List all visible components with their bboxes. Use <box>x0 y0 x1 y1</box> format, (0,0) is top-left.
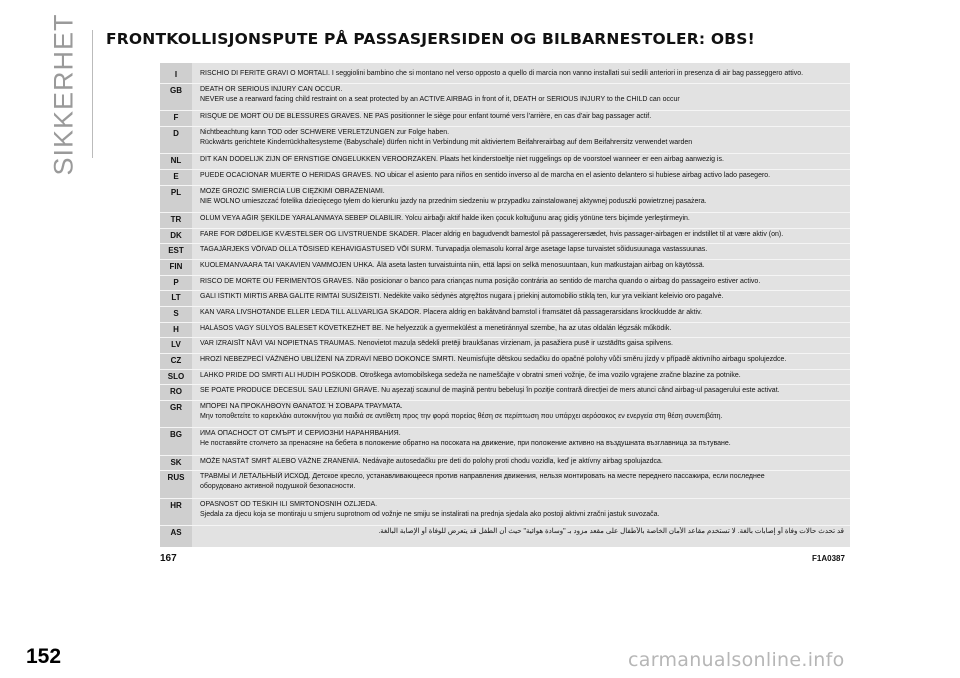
row-separator <box>160 290 850 291</box>
warning-text <box>192 260 850 276</box>
warning-text-line: FARE FOR DØDELIGE KVÆSTELSER OG LIVSTRUENDE SKADER. Placer aldrig en bagudvendt barnestol på passagerersædet, hvis passager-airbagen er indstillet til at være aktiv (on). <box>200 230 784 238</box>
warning-row <box>160 186 850 213</box>
row-separator <box>160 153 850 154</box>
figure-number: 167 <box>160 553 177 564</box>
language-code: D <box>173 128 179 138</box>
row-separator <box>160 110 850 111</box>
language-code: EST <box>168 246 184 256</box>
row-separator <box>160 83 850 84</box>
row-separator <box>160 322 850 323</box>
warning-text <box>192 307 850 323</box>
warning-text-line: قد تحدث حالات وفاة أو إصابات بالغة. لا تستخدم مقاعد الأمان الخاصة بالأطفال على مقعد مزود بـ "وسادة هوائية" حيث أن الطفل قد يتعرض للوفاة أو الإصابة البالغة. <box>378 528 844 536</box>
row-separator <box>160 525 850 526</box>
warning-text <box>192 170 850 186</box>
language-code: DK <box>170 230 182 240</box>
warning-text-line: PUEDE OCACIONAR MUERTE O HERIDAS GRAVES. NO ubicar el asiento para niños en sentido inverso al de marcha en el asiento delantero si hubiese airbag activo lado pasegero. <box>200 171 771 179</box>
warning-text <box>192 229 850 245</box>
language-code: RO <box>170 387 182 397</box>
warning-text-line: HALÁSOS VAGY SÚLYOS BALESET KÖVETKEZHET BE. Ne helyezzük a gyermekülést a menetiránnyal szembe, ha az utas oldalán légzsák működik. <box>200 324 672 332</box>
warning-text <box>192 456 850 472</box>
warning-row <box>160 526 850 542</box>
warning-text-line: LAHKO PRIDE DO SMRTI ALI HUDIH POŠKODB. Otroškega avtomobilskega sedeža ne nameščajte v obratni smeri vožnje, če ima vozilo vgrajene zračne blazine za potnike. <box>200 371 741 379</box>
warning-row <box>160 401 850 428</box>
row-separator <box>160 228 850 229</box>
warning-row <box>160 154 850 170</box>
row-separator <box>160 275 850 276</box>
section-tab-label: SIKKERHET <box>48 12 79 176</box>
warning-text-line: TAGAJÄRJEKS VÕIVAD OLLA TÕSISED KEHAVIGASTUSED VÕI SURM. Turvapadja olemasolu korral ärge asetage lapse turvaistet sõidusuunaga vastassuunas. <box>200 246 708 254</box>
language-code: F <box>173 113 179 123</box>
warning-text-line: RISCHIO DI FERITE GRAVI O MORTALI. I seggiolini bambino che si montano nel verso opposto a quello di marcia non vanno installati sui sedili anteriori in presenza di air bag passeggero attivo. <box>200 70 804 77</box>
language-code: CZ <box>170 355 182 365</box>
warning-row <box>160 471 850 498</box>
warning-text-line: MÔŽE NASTAŤ SMRŤ ALEBO VÁŽNE ZRANENIA. Nedávajte autosedačku pre deti do polohy proti chodu vozidla, keď je aktívny airbag spolujazdca. <box>200 457 663 465</box>
warning-text-line: RISCO DE MORTE OU FERIMENTOS GRAVES. Não posicionar o banco para crianças numa posição contrária ao sentido de marcha quando o airbag do passageiro estiver activo. <box>200 277 761 285</box>
warning-text-line: Μην τοποθετείτε το καρεκλάκι αυτοκινήτου για παιδιά σε αντίθετη προς την φορά πορείας θέση σε περίπτωση που υπάρχει αερόσακος εν ενεργεία στη θέση συνεπιβάτη. <box>200 412 723 420</box>
row-separator <box>160 427 850 428</box>
warning-row <box>160 428 850 455</box>
warning-row <box>160 260 850 276</box>
language-code: GB <box>170 85 182 95</box>
warning-text <box>192 154 850 170</box>
warning-text-line: DIT KAN DODELIJK ZIJN OF ERNSTIGE ONGELUKKEN VEROORZAKEN. Plaats het kinderstoeltje niet ruggelings op de voorstoel wanneer er een airbag aanwezig is. <box>200 156 724 164</box>
warning-text-line: DEATH OR SERIOUS INJURY CAN OCCUR. <box>200 85 343 93</box>
warning-text-line: ТРАВМЫ И ЛЕТАЛЬНЫЙ ИСХОД. Детское кресло, устанавливающееся против направления движения, нельзя монтировать на месте переднего пассажира, если последнее <box>200 473 765 481</box>
warning-row <box>160 338 850 354</box>
warning-text <box>192 127 850 154</box>
warning-text-line: ÖLÜM VEYA AĞIR ŞEKİLDE YARALANMAYA SEBEP OLABİLİR. Yolcu airbağı aktif halde iken çocuk koltuğunu araç gidiş yönüne ters biçimde yerleştirmeyin. <box>200 214 690 222</box>
row-separator <box>160 470 850 471</box>
warning-row <box>160 354 850 370</box>
warning-text <box>192 370 850 386</box>
warning-text <box>192 186 850 213</box>
figure-code: F1A0387 <box>812 554 845 563</box>
row-separator <box>160 243 850 244</box>
page-title: FRONTKOLLISJONSPUTE PÅ PASSASJERSIDEN OG BILBARNESTOLER: OBS! <box>106 30 755 48</box>
warning-text <box>192 526 850 542</box>
language-code: AS <box>170 528 182 538</box>
warning-text-line: MOŻE GROZIĆ ŚMIERCIA LUB CIĘŻKIMI OBRAŻENIAMI. <box>200 187 385 195</box>
warning-row <box>160 370 850 386</box>
warning-row <box>160 244 850 260</box>
warning-text <box>192 111 850 127</box>
warning-text-line: GALI IŠTIKTI MIRTIS ARBA GALITE RIMTAI SUSIŽEISTI. Nedėkite vaiko sėdynės atgręžtos nugara į priekinį automobilio stiklą ten, kur yra veikiant keleivio oro pagalvė. <box>200 293 724 301</box>
language-code: LT <box>171 293 181 303</box>
language-code: FIN <box>169 261 183 271</box>
page-number: 152 <box>26 645 62 668</box>
row-separator <box>160 259 850 260</box>
row-separator <box>160 212 850 213</box>
language-code: P <box>173 277 179 287</box>
warning-text <box>192 354 850 370</box>
warning-text-line: KAN VARA LIVSHOTANDE ELLER LEDA TILL ALLVARLIGA SKADOR. Placera aldrig en bakåtvänd barnstol i framsätet då passagerarsidans krockkudde är aktiv. <box>200 308 703 316</box>
warning-row <box>160 385 850 401</box>
warning-text <box>192 471 850 498</box>
warning-text <box>192 276 850 292</box>
row-separator <box>160 384 850 385</box>
warning-text <box>192 84 850 111</box>
language-code: RUS <box>167 473 185 483</box>
warning-text-line: Не поставяйте столчето за пренасяне на бебета в положение обратно на посоката на движение, при положение активно на въздушната възглавница за пътуване. <box>200 440 731 448</box>
warning-text-line: OPASNOST OD TEŠKIH ILI SMRTONOSNIH OZLJEDA. <box>200 500 378 508</box>
language-code: TR <box>170 214 182 224</box>
warning-text <box>192 291 850 307</box>
language-code: LV <box>171 340 181 350</box>
language-code: S <box>173 308 179 318</box>
warning-text <box>192 68 850 84</box>
row-separator <box>160 185 850 186</box>
warning-text-line: NIE WOLNO umieszczać fotelika dziecięcego tyłem do kierunku jazdy na przednim siedzeniu w przypadku zainstalowanej aktywnej poduszki powietrznej pasażera. <box>200 197 707 205</box>
language-code: SK <box>170 457 182 467</box>
warning-row <box>160 111 850 127</box>
language-code: E <box>173 171 179 181</box>
warning-text-line: ИМА ОПАСНОСТ ОТ СМЪРТ И СЕРИОЗНИ НАРАНЯВАНИЯ. <box>200 430 401 438</box>
warning-text-line: RISQUE DE MORT OU DE BLESSURES GRAVES. NE PAS positionner le siège pour enfant tourné vers l’arrière, en cas d’air bag passager actif. <box>200 113 652 121</box>
language-code: BG <box>170 430 182 440</box>
section-tab <box>44 12 84 176</box>
warning-text-line: VAR IZRAISĪT NĀVI VAI NOPIETNAS TRAUMAS. Nenovietot mazuļa sēdekli pretēji braukšanas virzienam, ja pasažiera pusē ir uzstādīts gaisa spilvens. <box>200 340 673 348</box>
warning-text <box>192 385 850 401</box>
language-code: HR <box>170 500 182 510</box>
language-code: PL <box>170 187 182 197</box>
section-divider <box>92 30 93 158</box>
row-separator <box>160 169 850 170</box>
warning-row <box>160 276 850 292</box>
warning-text <box>192 213 850 229</box>
warning-row <box>160 84 850 111</box>
warning-row <box>160 307 850 323</box>
warning-row <box>160 68 850 84</box>
warning-text-line: Rückwärts gerichtete Kinderrückhaltesysteme (Babyschale) dürfen nicht in Verbindung mit aktiviertem Beifahrerairbag auf dem Beifahrersitz verwendet warden <box>200 138 693 146</box>
warning-row <box>160 323 850 339</box>
warning-label-figure <box>160 63 850 547</box>
warning-row <box>160 499 850 526</box>
warning-text <box>192 244 850 260</box>
warning-text-line: ΜΠΟΡΕΙ ΝΑ ΠΡΟΚΛΗΘΟΥΝ ΘΑΝΑΤΟΣ Ή ΣΟΒΑΡΑ ΤΡΑΥΜΑΤΑ. <box>200 402 403 410</box>
row-separator <box>160 369 850 370</box>
warning-text <box>192 499 850 526</box>
warning-row <box>160 291 850 307</box>
warning-row <box>160 229 850 245</box>
language-code: SLO <box>167 371 185 381</box>
warning-text-line: оборудовано активной подушкой безопасности. <box>200 483 356 491</box>
language-code: NL <box>170 156 182 166</box>
warning-text-line: SE POATE PRODUCE DECESUL SAU LEZIUNI GRAVE. Nu aşezaţi scaunul de maşină pentru bebeluşi în poziţie contrară direcţiei de mers atunci când airbag-ul pasagerului este activat. <box>200 387 780 395</box>
row-separator <box>160 337 850 338</box>
watermark: carmanualsonline.info <box>628 649 845 671</box>
language-code: H <box>173 324 179 334</box>
row-separator <box>160 455 850 456</box>
warning-text-line: HROZÍ NEBEZPEČÍ VÁŽNÉHO UBLÍŽENÍ NA ZDRAVÍ NEBO DOKONCE SMRTI. Neumisťujte dětskou sedačku do opačné polohy vůči směru jízdy v případě aktivního airbagu spolujezdce. <box>200 355 787 363</box>
warning-text <box>192 323 850 339</box>
warning-text-line: Sjedala za djecu koja se montiraju u smjeru suprotnom od vožnje ne smiju se instalirati na prednja sjedala ako postoji aktivni zračni jastuk suvozača. <box>200 510 660 518</box>
row-separator <box>160 353 850 354</box>
warning-text <box>192 428 850 455</box>
warning-text <box>192 401 850 428</box>
warning-row <box>160 456 850 472</box>
row-separator <box>160 400 850 401</box>
row-separator <box>160 498 850 499</box>
warning-row <box>160 127 850 154</box>
warning-text <box>192 338 850 354</box>
warning-row <box>160 170 850 186</box>
row-separator <box>160 306 850 307</box>
warning-text-line: NEVER use a rearward facing child restraint on a seat protected by an ACTIVE AIRBAG in front of it, DEATH or SERIOUS INJURY to the CHILD can occur <box>200 95 680 103</box>
language-code: GR <box>170 402 182 412</box>
warning-text-line: Nichtbeachtung kann TOD oder SCHWERE VERLETZUNGEN zur Folge haben. <box>200 128 450 136</box>
warning-row <box>160 213 850 229</box>
language-code: I <box>174 70 178 79</box>
row-separator <box>160 126 850 127</box>
warning-text-line: KUOLEMANVAARA TAI VAKAVIEN VAMMOJEN UHKA. Älä aseta lasten turvaistuinta niin, että lapsi on selkä menosuuntaan, kun matkustajan airbag on käytössä. <box>200 261 705 269</box>
